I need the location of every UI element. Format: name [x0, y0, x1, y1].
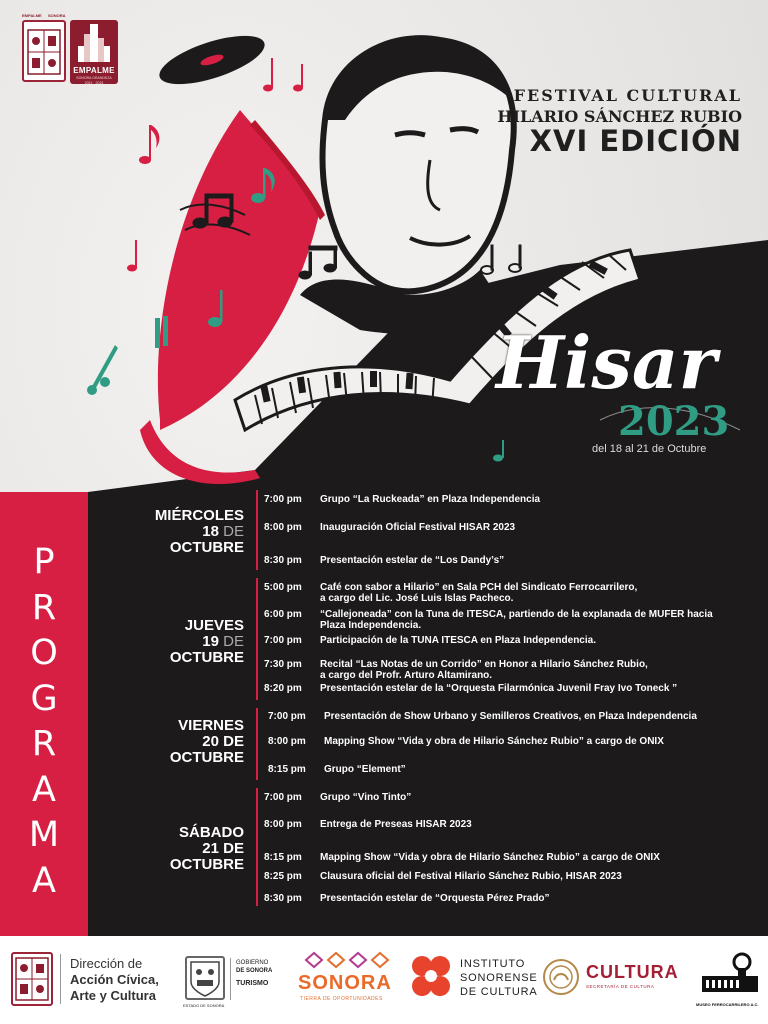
sonora-tagline: TIERRA DE OPORTUNIDADES	[300, 996, 383, 1002]
event-time: 8:30 pm	[264, 893, 302, 904]
event-time: 8:00 pm	[268, 736, 306, 747]
logo1-top-left-label: EMPALME	[22, 13, 42, 18]
event-time: 8:00 pm	[264, 819, 302, 830]
event-row	[264, 683, 768, 694]
day-separator	[256, 708, 258, 780]
event-desc: Presentación estelar de “Orquesta Pérez Prado”	[320, 893, 550, 904]
festival-dates: del 18 al 21 de Octubre	[592, 443, 707, 455]
sonora-brand: SONORA	[298, 972, 392, 994]
day-month: OCTUBRE	[169, 539, 244, 556]
event-time: 8:25 pm	[264, 871, 302, 882]
event-desc: Grupo “Vino Tinto”	[320, 792, 412, 803]
mexico-seal-icon	[542, 958, 580, 996]
day-de: DE	[223, 633, 244, 650]
isc-line-1: INSTITUTO	[460, 958, 526, 970]
day-separator	[256, 788, 258, 906]
day-weekday: VIERNES	[178, 717, 244, 734]
event-row	[264, 893, 768, 904]
event-time: 8:15 pm	[268, 764, 306, 775]
day-weekday: JUEVES	[184, 617, 244, 634]
day-de: DE	[223, 733, 244, 750]
day-separator	[256, 578, 258, 700]
event-time: 8:20 pm	[264, 683, 302, 694]
event-desc: Grupo “La Ruckeada” en Plaza Independencia	[320, 494, 541, 505]
event-row	[268, 764, 768, 775]
event-desc: Inauguración Oficial Festival HISAR 2023	[320, 522, 516, 533]
day-month: OCTUBRE	[169, 749, 244, 766]
day-number: 19	[202, 633, 219, 650]
event-time: 8:15 pm	[264, 852, 302, 863]
event-row	[264, 494, 768, 505]
day-number: 18	[202, 523, 219, 540]
day-label-jueves	[88, 618, 244, 666]
instituto-sonorense-icon	[410, 954, 452, 998]
museo-ferrocarrilero-icon	[700, 948, 760, 1000]
event-row	[264, 852, 768, 863]
gob-shield-label: ESTADO DE SONORA	[183, 1003, 225, 1008]
day-month: OCTUBRE	[169, 856, 244, 873]
hisar-logotype: Hisar	[496, 320, 717, 405]
programa-letter: P	[33, 542, 55, 582]
event-row	[264, 609, 768, 631]
event-desc: Participación de la TUNA ITESCA en Plaza Independencia.	[320, 635, 596, 646]
event-desc: Recital “Las Notas de un Corrido” en Honor a Hilario Sánchez Rubio,	[320, 659, 648, 670]
event-desc: Presentación estelar de la “Orquesta Filarmónica Juvenil Fray Ivo Toneck ”	[320, 683, 678, 694]
programa-letter: A	[32, 860, 56, 901]
gobierno-sonora-shield-logo	[185, 956, 225, 1000]
day-separator	[256, 490, 258, 570]
event-desc: Clausura oficial del Festival Hilario Sánchez Rubio, HISAR 2023	[320, 871, 622, 882]
day-month: OCTUBRE	[169, 649, 244, 666]
programa-label	[0, 540, 88, 904]
empalme-logo-years: 2021 · 2024	[84, 81, 104, 85]
hisar-year: 2023	[618, 398, 730, 445]
direccion-line-2: Acción Cívica,	[70, 972, 159, 987]
event-desc: Presentación de Show Urbano y Semilleros Creativos, en Plaza Independencia	[324, 711, 697, 722]
event-row	[268, 736, 768, 747]
programa-letter: O	[30, 633, 58, 673]
red-swirl	[140, 420, 260, 484]
cultura-sub: SECRETARÍA DE CULTURA	[586, 984, 655, 989]
event-time: 8:00 pm	[264, 522, 302, 533]
event-row	[264, 659, 768, 681]
event-time: 6:00 pm	[264, 609, 302, 620]
direccion-line-3: Arte y Cultura	[70, 988, 156, 1003]
gob-line-1: GOBIERNO	[236, 960, 269, 966]
museo-label: MUSEO FERROCARRILERO A.C.	[696, 1002, 759, 1007]
event-row	[264, 871, 768, 882]
event-desc: Entrega de Preseas HISAR 2023	[320, 819, 472, 830]
event-time: 7:00 pm	[268, 711, 306, 722]
programa-letter: G	[30, 678, 58, 719]
event-row	[268, 711, 768, 722]
isc-line-2: SONORENSE	[460, 972, 538, 984]
day-de: DE	[223, 840, 244, 857]
gob-line-2: DE SONORA	[236, 968, 273, 974]
day-number: 21	[202, 840, 219, 857]
day-weekday: SÁBADO	[178, 824, 244, 841]
event-row	[264, 555, 768, 566]
event-time: 7:00 pm	[264, 494, 302, 505]
day-label-viernes	[88, 718, 244, 766]
event-desc: “Callejoneada” con la Tuna de ITESCA, partiendo de la explanada de MUFER hacia	[320, 609, 713, 620]
event-desc: Mapping Show “Vida y obra de Hilario Sánchez Rubio” a cargo de ONIX	[320, 852, 660, 863]
event-time: 5:00 pm	[264, 582, 302, 593]
event-desc-line-2: a cargo del Lic. José Luis Islas Pacheco.	[320, 593, 514, 604]
event-desc: Grupo “Element”	[324, 764, 406, 775]
title-line-2: HILARIO SÁNCHEZ RUBIO	[497, 107, 742, 126]
gob-line-3: TURISMO	[236, 980, 269, 987]
sponsors-footer	[0, 936, 768, 1024]
empalme-municipal-logo	[11, 952, 53, 1006]
day-weekday: MIÉRCOLES	[154, 507, 244, 524]
event-time: 7:00 pm	[264, 792, 302, 803]
festival-title	[497, 86, 742, 158]
event-row	[264, 522, 768, 533]
isc-line-3: DE CULTURA	[460, 986, 538, 998]
event-row	[264, 819, 768, 830]
event-desc: Presentación estelar de “Los Dandy’s”	[320, 555, 505, 566]
footer-divider	[230, 958, 231, 1000]
programa-letter: M	[28, 815, 60, 855]
event-desc-line-2: a cargo del Profr. Arturo Altamirano.	[320, 670, 493, 681]
day-label-sabado	[88, 825, 244, 873]
empalme-logo-name: EMPALME	[73, 66, 115, 75]
cultura-brand: CULTURA	[586, 962, 679, 982]
empalme-coat-of-arms-logo	[22, 20, 66, 82]
day-de: DE	[223, 523, 244, 540]
event-time: 7:30 pm	[264, 659, 302, 670]
footer-divider	[60, 954, 61, 1004]
day-label-miercoles	[88, 508, 244, 556]
title-line-3: XVI EDICIÓN	[529, 124, 742, 158]
programa-letter: A	[32, 769, 56, 810]
sonora-pattern-icon	[302, 950, 394, 970]
event-desc: Mapping Show “Vida y obra de Hilario Sánchez Rubio” a cargo de ONIX	[324, 736, 664, 747]
event-time: 8:30 pm	[264, 555, 302, 566]
title-line-1: FESTIVAL CULTURAL	[513, 86, 742, 105]
programa-letter: R	[31, 587, 57, 628]
programa-letter: R	[31, 724, 57, 764]
empalme-logo-sub: SONORA GRANDEZA	[76, 76, 112, 80]
event-desc-line-2: Plaza Independencia.	[320, 620, 422, 631]
event-row	[264, 635, 768, 646]
event-row	[264, 792, 768, 803]
event-row	[264, 582, 768, 604]
logo1-top-right-label: SONORA	[48, 13, 66, 18]
direccion-line-1: Dirección de	[70, 956, 143, 971]
event-desc: Café con sabor a Hilario” en Sala PCH del Sindicato Ferrocarrilero,	[320, 582, 638, 593]
event-time: 7:00 pm	[264, 635, 302, 646]
day-number: 20	[202, 733, 219, 750]
